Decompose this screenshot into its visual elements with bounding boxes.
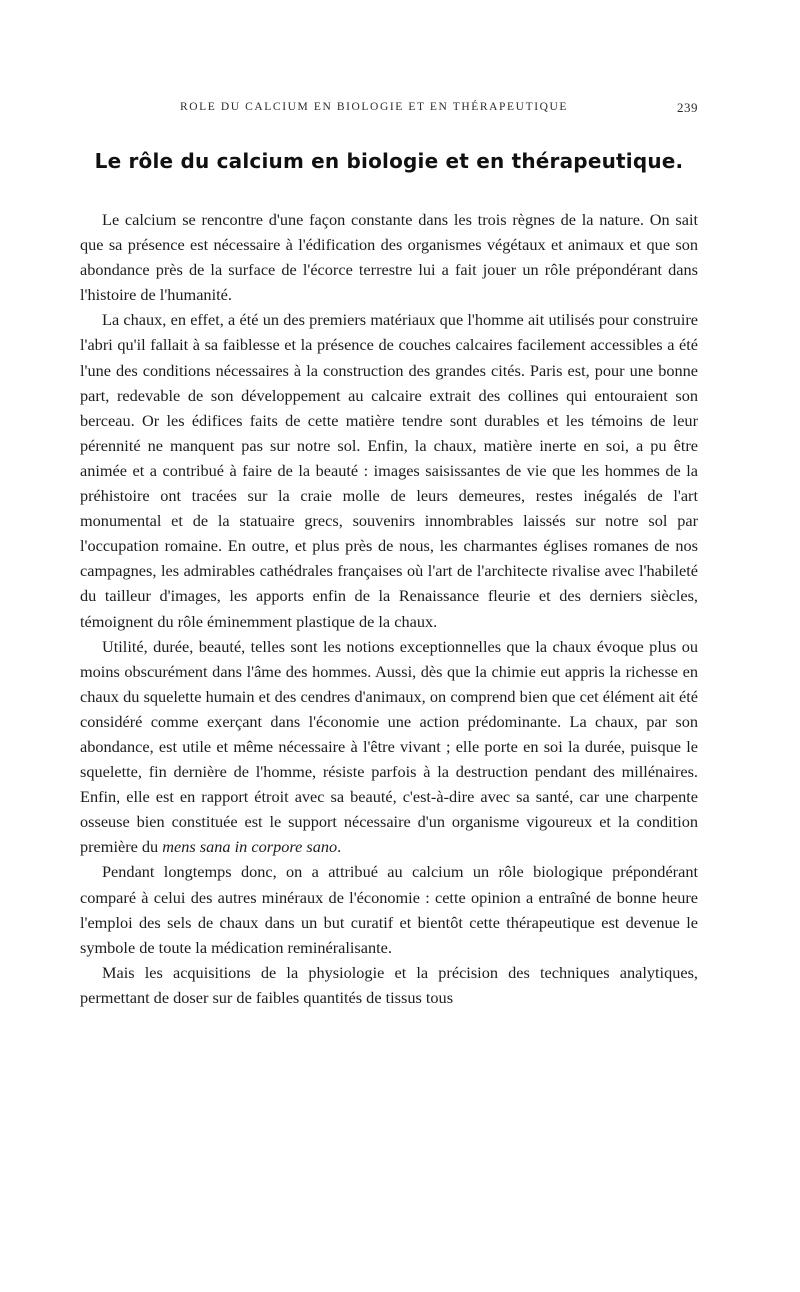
latin-quote: mens sana in corpore sano (162, 837, 338, 857)
article-title: Le rôle du calcium en biologie et en thérapeutique. (94, 149, 684, 173)
paragraph-4 (80, 859, 698, 959)
paragraph-2 (80, 307, 698, 633)
page-number: 239 (677, 100, 698, 115)
running-title: ROLE DU CALCIUM EN BIOLOGIE ET EN THÉRAPEUTIQUE (179, 101, 569, 113)
paragraph-end: . (337, 837, 342, 857)
paragraph-text: La chaux, en effet, a été un des premiers matériaux que l'homme ait utilisés pour construire l'abri qu'il fallait à sa faiblesse et la présence de couches calcaires facilement accessibles a été l'une des conditions nécessaires à la construction des grandes cités. Paris est, pour une bonne part, redevable de son développement au calcaire extrait des collines qui entouraient son berceau. Or les édifices faits de cette matière tendre sont durables et les témoins de leur pérennité ne manquent pas sur notre sol. Enfin, la chaux, matière inerte en soi, a pu être animée et a contribué à faire de la beauté : images saisissantes de vie que les hommes de la préhistoire ont tracées sur la craie molle de leurs demeures, restes inégalés de l'art monumental et de la statuaire grecs, souvenirs innombrables laissés sur notre sol par l'occupation romaine. En outre, et plus près de nous, les charmantes églises romanes de nos campagnes, les admirables cathédrales françaises où l'art de l'architecte rivalise avec l'habileté du tailleur d'images, les apports enfin de la Renaissance fleurie et des derniers siècles, témoignent du rôle éminemment plastique de la chaux. (80, 310, 698, 631)
running-head (80, 95, 698, 119)
document-page (80, 95, 698, 1010)
paragraph-3 (80, 634, 698, 860)
paragraph-text: Utilité, durée, beauté, telles sont les notions exceptionnelles que la chaux évoque plus ou moins obscurément dans l'âme des hommes. Aussi, dès que la chimie eut appris la richesse en chaux du squelette humain et des cendres d'animaux, on comprend bien que cet élément ait été considéré comme exerçant dans l'économie une action prédominante. La chaux, par son abondance, est utile et même nécessaire à l'être vivant ; elle porte en soi la durée, puisque le squelette, fin dernière de l'homme, résiste parfois à la destruction pendant des millénaires. Enfin, elle est en rapport étroit avec sa beauté, c'est-à-dire avec sa santé, car une charpente osseuse bien constituée est le support nécessaire d'un organisme vigoureux et la condition première du (80, 636, 698, 857)
paragraph-5 (80, 960, 698, 1010)
paragraph-text: Pendant longtemps donc, on a attribué au calcium un rôle biologique prépondérant comparé à celui des autres minéraux de l'économie : cette opinion a entraîné de bonne heure l'emploi des sels de chaux dans un but curatif et bientôt cette thérapeutique est devenue le symbole de toute la médication reminéralisante. (80, 862, 698, 957)
paragraph-text: Le calcium se rencontre d'une façon constante dans les trois règnes de la nature. On sait que sa présence est nécessaire à l'édification des organismes végétaux et animaux et que son abondance près de la surface de l'écorce terrestre lui a fait jouer un rôle prépondérant dans l'histoire de l'humanité. (80, 210, 698, 305)
paragraph-1 (80, 207, 698, 307)
paragraph-text: Mais les acquisitions de la physiologie et la précision des techniques analytiques, permettant de doser sur de faibles quantités de tissus tous (80, 962, 698, 1007)
